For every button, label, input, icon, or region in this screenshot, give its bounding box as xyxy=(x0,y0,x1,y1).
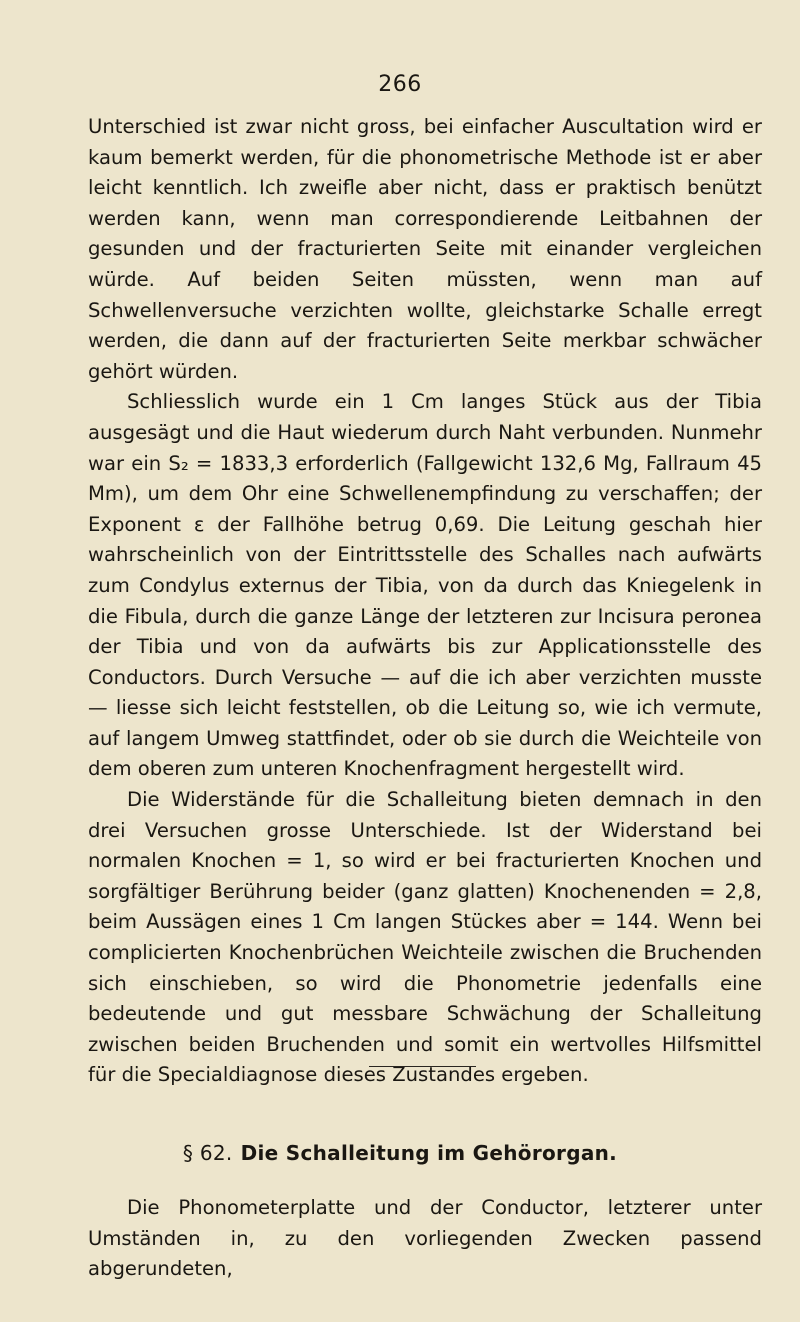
section-heading xyxy=(0,1141,800,1165)
section-divider xyxy=(369,1066,476,1067)
section-text xyxy=(88,1193,762,1285)
section-paragraph: Die Phonometerplatte und der Conductor, letzterer unter Umständen in, zu den vorliegenden Zwecken passend abgerundeten, xyxy=(88,1196,762,1281)
paragraph-2: Schliesslich wurde ein 1 Cm langes Stück aus der Tibia ausgesägt und die Haut wiederum durch Naht verbunden. Nunmehr war ein S₂ = 1833,3 erforderlich (Fallgewicht 132,6 Mg, Fallraum 45 Mm), um dem Ohr eine Schwellenempfindung zu verschaffen; der Exponent ε der Fallhöhe betrug 0,69. Die Leitung geschah hier wahrscheinlich von der Eintrittsstelle des Schalles nach aufwärts zum Condylus externus der Tibia, von da durch das Kniegelenk in die Fibula, durch die ganze Länge der letzteren zur Incisura peronea der Tibia und von da aufwärts bis zur Applicationsstelle des Conductors. Durch Versuche — auf die ich aber verzichten musste — liesse sich leicht feststellen, ob die Leitung so, wie ich vermute, auf langem Umweg stattfindet, oder ob sie durch die Weichteile von dem oberen zum unteren Knochenfragment hergestellt wird. xyxy=(88,390,762,781)
page-number: 266 xyxy=(378,72,422,97)
section-title: Die Schalleitung im Gehörorgan. xyxy=(240,1141,618,1165)
paragraph-1: Unterschied ist zwar nicht gross, bei einfacher Auscultation wird er kaum bemerkt werden, für die phonometrische Methode ist er aber leicht kenntlich. Ich zweifle aber nicht, dass er praktisch benützt werden kann, wenn man correspondierende Leitbahnen der gesunden und der fracturierten Seite mit einander vergleichen würde. Auf beiden Seiten müssten, wenn man auf Schwellenversuche verzichten wollte, gleichstarke Schalle erregt werden, die dann auf der fracturierten Seite merkbar schwächer gehört würden. xyxy=(88,115,762,383)
body-text xyxy=(88,112,762,1091)
paragraph-3: Die Widerstände für die Schalleitung bieten demnach in den drei Versuchen grosse Unterschiede. Ist der Widerstand bei normalen Knochen = 1, so wird er bei fracturierten Knochen und sorgfältiger Berührung beider (ganz glatten) Knochenenden = 2,8, beim Aussägen eines 1 Cm langen Stückes aber = 144. Wenn bei complicierten Knochenbrüchen Weichteile zwischen die Bruchenden sich einschieben, so wird die Phonometrie jedenfalls eine bedeutende und gut messbare Schwächung der Schalleitung zwischen beiden Bruchenden und somit ein wertvolles Hilfsmittel für die Specialdiagnose dieses Zustandes ergeben. xyxy=(88,788,762,1087)
section-number: § 62. xyxy=(182,1141,233,1165)
